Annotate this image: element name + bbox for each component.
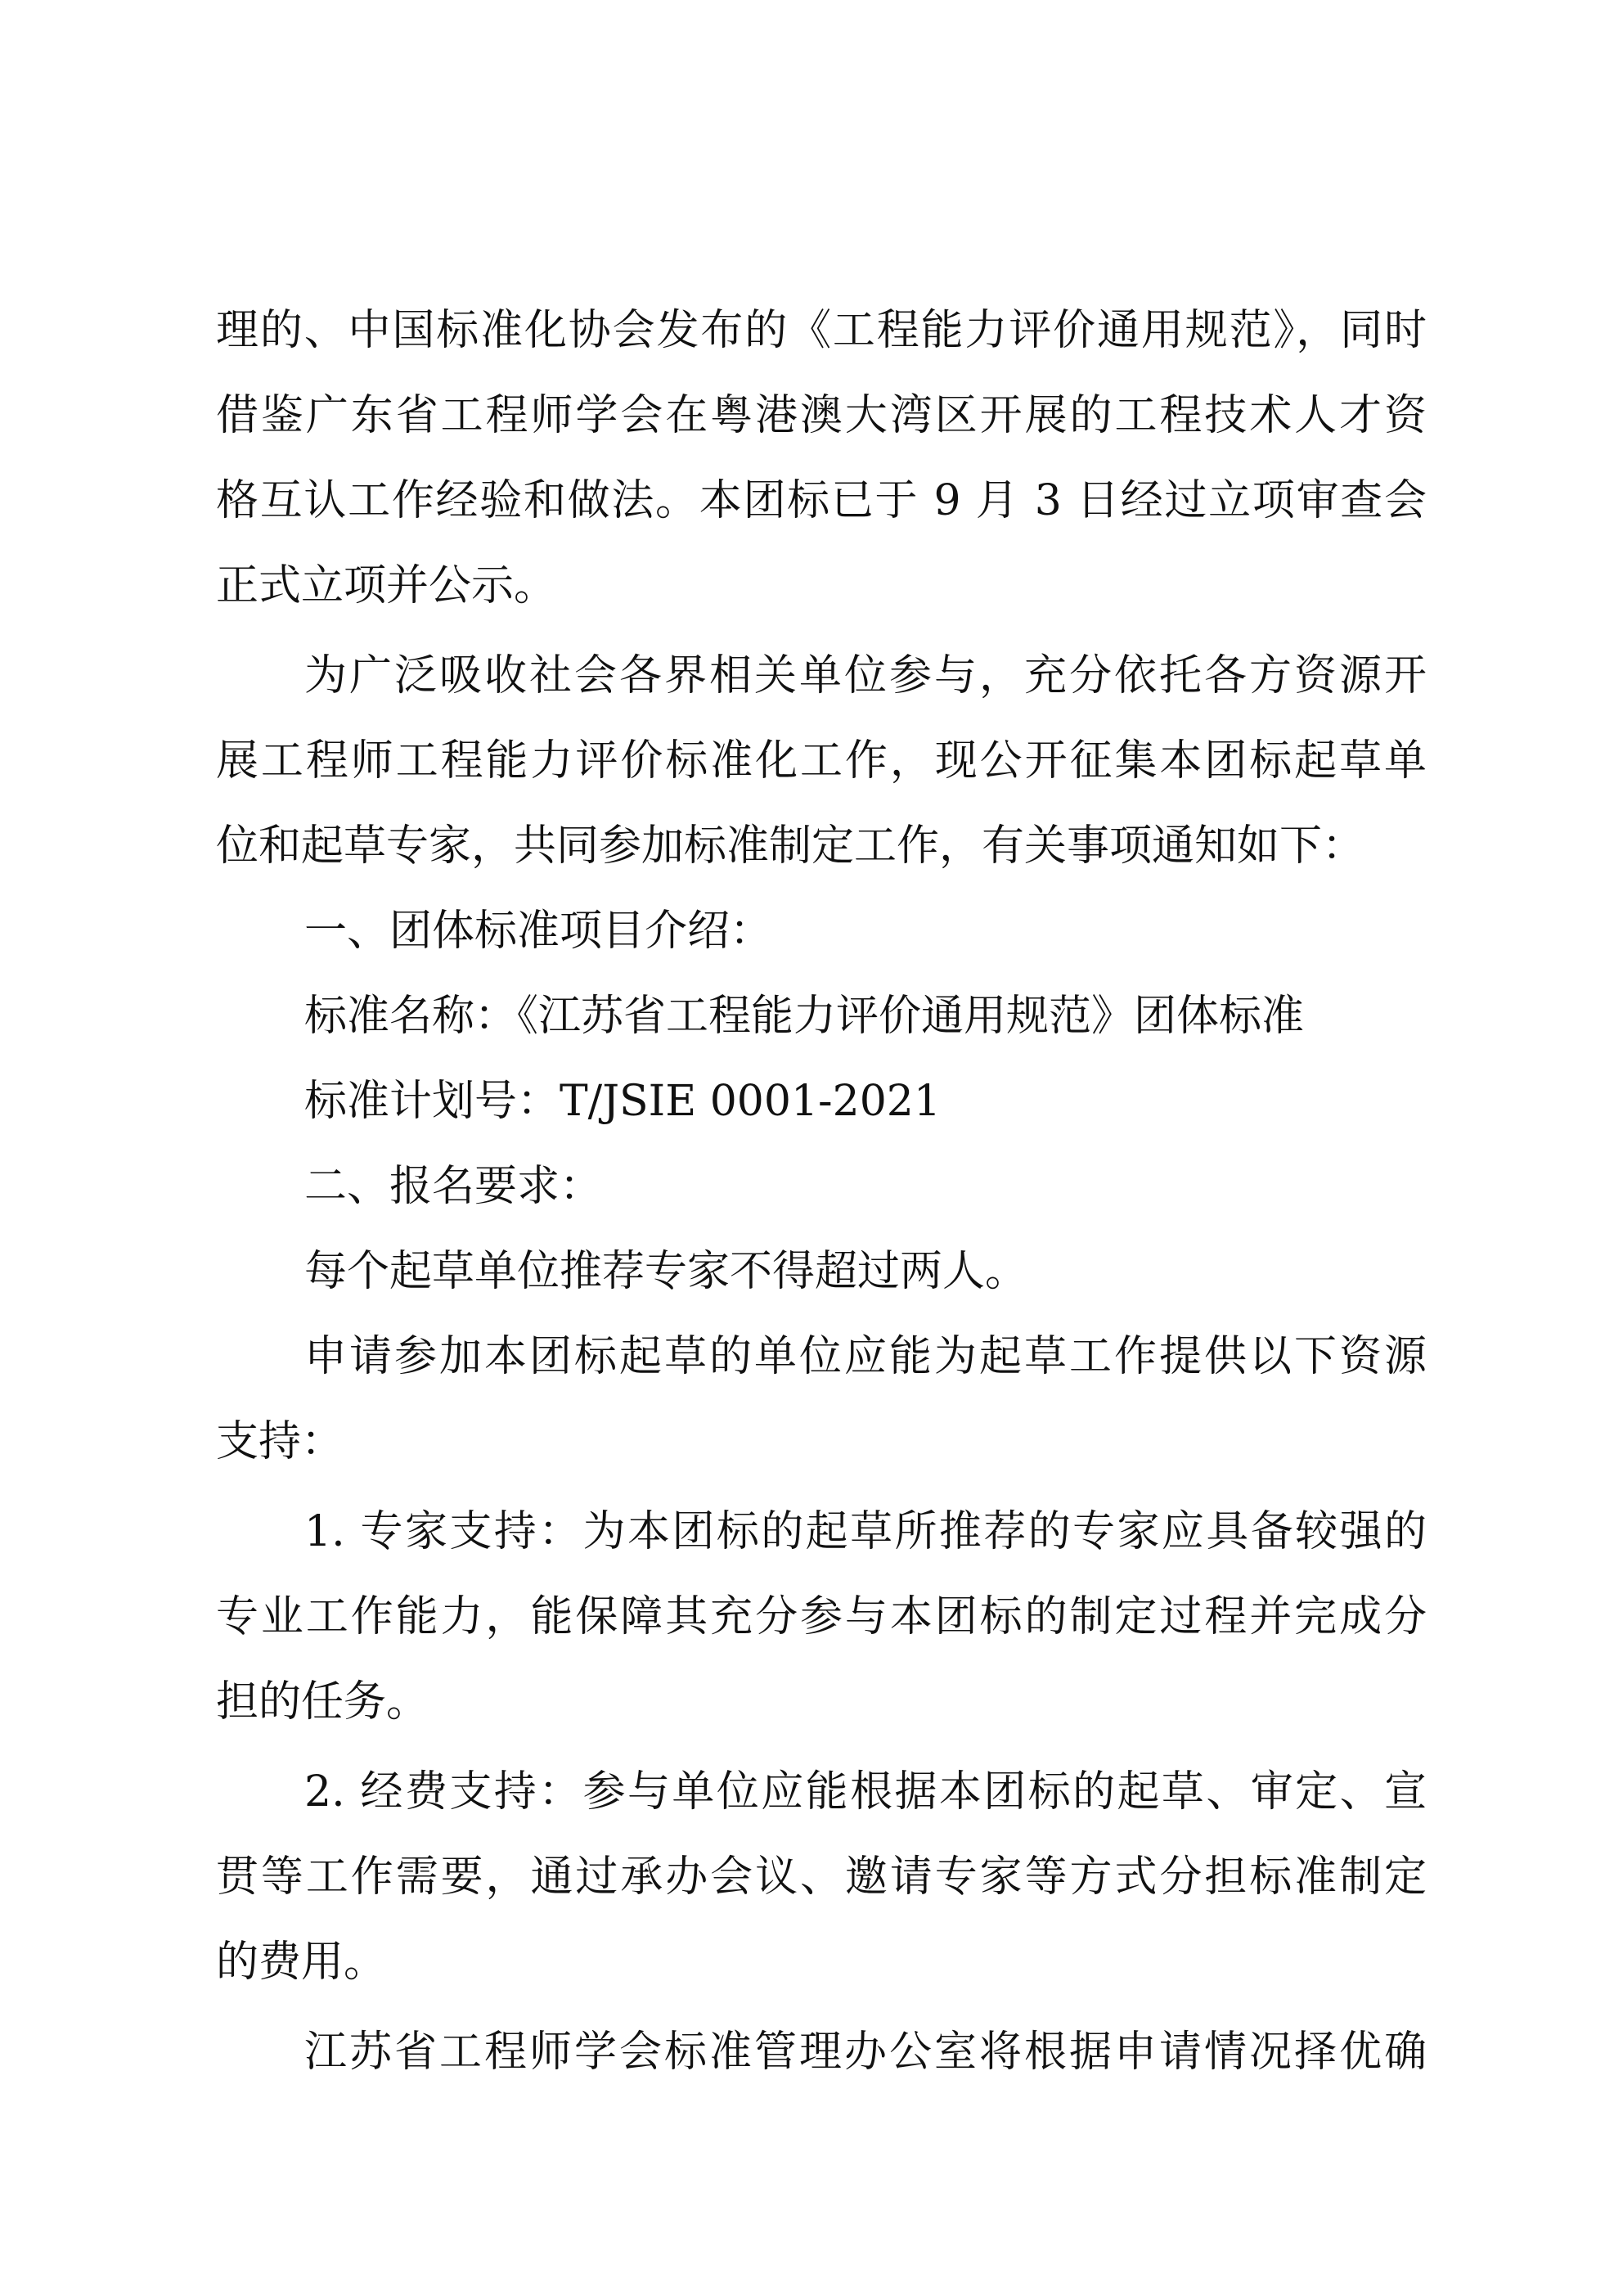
standard-plan-number-line: 标准计划号：T/JSIE 0001-2021: [304, 1077, 941, 1126]
list-item-line: 1. 专家支持：为本团标的起草所推荐的专家应具备较强的: [304, 1507, 1427, 1556]
paragraph-line: 借鉴广东省工程师学会在粤港澳大湾区开展的工程技术人才资: [216, 391, 1427, 440]
paragraph-line: 位和起草专家，共同参加标准制定工作，有关事项通知如下：: [216, 822, 1365, 871]
paragraph-line: 格互认工作经验和做法。本团标已于 9 月 3 日经过立项审查会: [216, 476, 1427, 525]
paragraph-line: 正式立项并公示。: [216, 561, 557, 610]
section-heading: 一、团体标准项目介绍：: [304, 907, 773, 956]
section-heading: 二、报名要求：: [304, 1162, 603, 1211]
standard-name-line: 标准名称：《江苏省工程能力评价通用规范》团体标准: [304, 992, 1305, 1041]
paragraph-line: 支持：: [216, 1417, 344, 1466]
list-item-line: 贯等工作需要，通过承办会议、邀请专家等方式分担标准制定: [216, 1853, 1427, 1902]
paragraph-line: 申请参加本团标起草的单位应能为起草工作提供以下资源: [304, 1332, 1427, 1381]
paragraph-line: 理的、中国标准化协会发布的《工程能力评价通用规范》，同时: [216, 306, 1427, 355]
list-item-line: 2. 经费支持：参与单位应能根据本团标的起草、审定、宣: [304, 1767, 1427, 1817]
paragraph-line: 江苏省工程师学会标准管理办公室将根据申请情况择优确: [304, 2028, 1427, 2077]
document-body: [216, 288, 1427, 2095]
list-item-line: 担的任务。: [216, 1677, 429, 1727]
list-item-line: 的费用。: [216, 1938, 387, 1987]
paragraph-line: 展工程师工程能力评价标准化工作，现公开征集本团标起草单: [216, 736, 1427, 786]
list-item-line: 专业工作能力，能保障其充分参与本团标的制定过程并完成分: [216, 1592, 1427, 1641]
paragraph-line: 每个起草单位推荐专家不得超过两人。: [304, 1247, 1028, 1296]
paragraph-line: 为广泛吸收社会各界相关单位参与，充分依托各方资源开: [304, 651, 1427, 700]
